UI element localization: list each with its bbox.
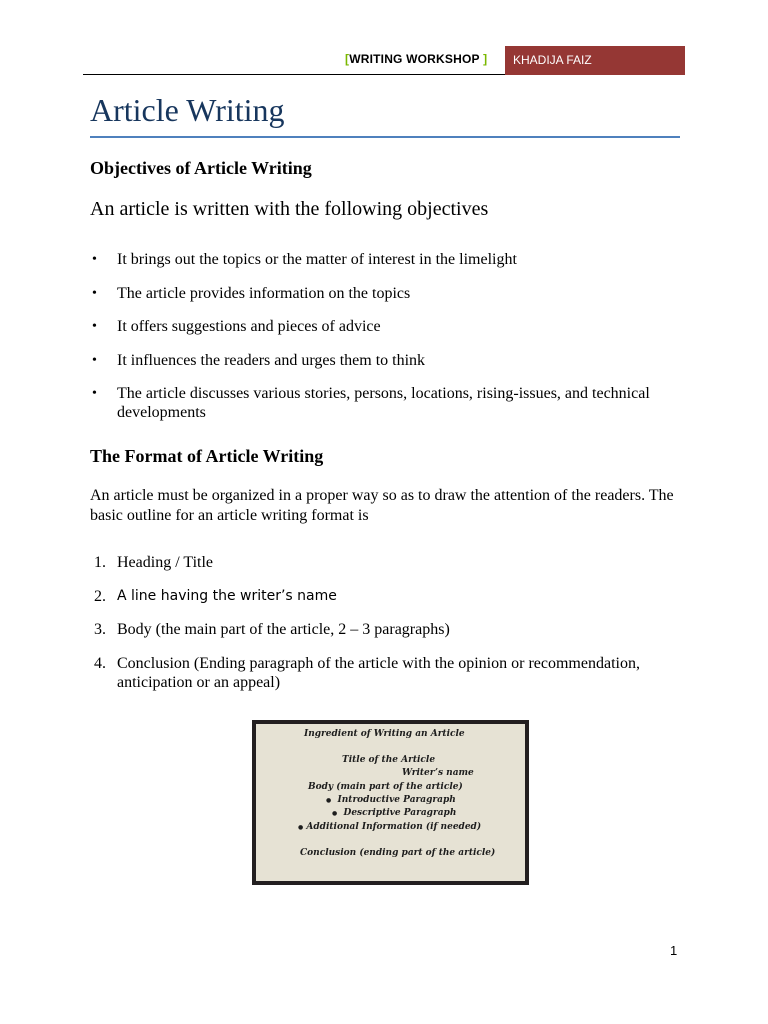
ingredient-bullet-2	[332, 808, 456, 818]
ingredient-bullet-3	[298, 822, 481, 832]
ingredient-bullet-3-text: Additional Information (if needed)	[306, 822, 482, 832]
list-item	[90, 384, 690, 422]
list-item-text: Heading / Title	[117, 554, 214, 571]
document-title: Article Writing	[90, 92, 285, 128]
objectives-list	[90, 250, 690, 437]
bullet-icon: •	[92, 386, 97, 401]
header-author: KHADIJA FAIZ	[505, 46, 685, 75]
step-number: 2.	[94, 587, 106, 605]
list-item-text: The article discusses various stories, persons, locations, rising-issues, and technical developments	[117, 385, 650, 421]
bullet-icon: •	[92, 352, 97, 368]
ingredient-figure-panel	[256, 724, 525, 881]
list-item	[90, 620, 690, 639]
list-item-text: A line having the writer’s name	[117, 587, 337, 604]
list-item	[90, 553, 690, 572]
ingredient-bullet-1-text: Introductive Paragraph	[337, 795, 456, 805]
list-item	[90, 351, 690, 370]
ingredient-writer-line: Writer’s name	[402, 768, 474, 778]
bullet-icon: ●	[298, 824, 304, 831]
format-steps-list	[90, 553, 690, 706]
objectives-heading: Objectives of Article Writing	[90, 158, 312, 178]
list-item-text: It influences the readers and urges them to think	[117, 351, 426, 369]
step-number: 1.	[94, 554, 106, 571]
bullet-icon: •	[92, 252, 97, 267]
list-item	[90, 654, 690, 692]
step-number: 4.	[94, 654, 106, 672]
page-number: 1	[670, 943, 678, 958]
header-rule	[83, 74, 505, 75]
format-paragraph: An article must be organized in a proper way so as to draw the attention of the readers. The basic outline for an article writing format is	[90, 487, 674, 524]
header-bracket-close: ]	[483, 52, 488, 66]
format-heading: The Format of Article Writing	[90, 446, 324, 466]
list-item	[90, 317, 690, 336]
bullet-icon: ●	[332, 810, 338, 817]
header-section-label	[345, 52, 487, 66]
ingredient-figure	[252, 720, 529, 885]
list-item-text: Conclusion (Ending paragraph of the article with the opinion or recommendation, anticipation or an appeal)	[117, 654, 640, 691]
header-workshop-text: WRITING WORKSHOP	[349, 52, 480, 66]
list-item	[90, 284, 690, 303]
step-number: 3.	[94, 621, 106, 638]
header-bracket-open: [	[345, 52, 350, 66]
objectives-intro: An article is written with the following objectives	[90, 198, 489, 220]
title-underline	[90, 136, 680, 138]
ingredient-bullet-2-text: Descriptive Paragraph	[343, 808, 457, 818]
ingredient-body-line: Body (main part of the article)	[308, 782, 463, 792]
list-item-text: It offers suggestions and pieces of advice	[117, 318, 381, 335]
bullet-icon: •	[92, 285, 97, 301]
ingredient-title-line: Title of the Article	[342, 755, 436, 765]
list-item	[90, 587, 690, 606]
bullet-icon: •	[92, 319, 97, 334]
list-item	[90, 250, 690, 269]
list-item-text: The article provides information on the topics	[117, 284, 411, 302]
list-item-text: It brings out the topics or the matter of interest in the limelight	[117, 251, 517, 268]
ingredient-bullet-1	[326, 795, 456, 805]
ingredient-heading: Ingredient of Writing an Article	[304, 729, 465, 739]
list-item-text: Body (the main part of the article, 2 – 3 paragraphs)	[117, 621, 450, 638]
ingredient-conclusion-line: Conclusion (ending part of the article)	[300, 848, 496, 858]
bullet-icon: ●	[326, 797, 332, 804]
